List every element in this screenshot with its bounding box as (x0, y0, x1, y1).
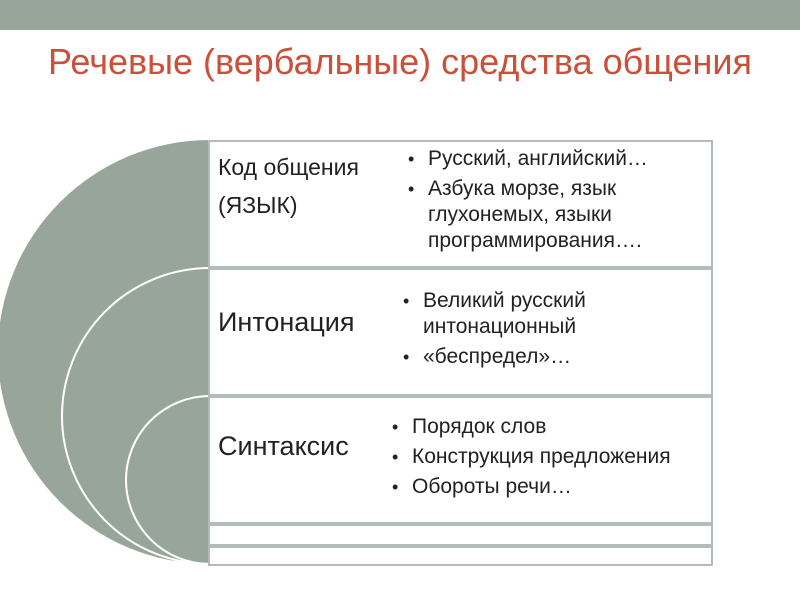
row-label: Синтаксис (218, 431, 349, 461)
row-label: Код общения (ЯЗЫК) (218, 154, 359, 218)
bullet-list (401, 288, 706, 374)
bullet-list (390, 414, 710, 504)
bullet-item: • «беспредел»… (401, 344, 706, 370)
outer-arc (0, 140, 210, 564)
bullet-item: • Обороты речи… (390, 474, 710, 500)
row-intonation (208, 268, 713, 396)
bullet-list (406, 146, 711, 258)
row-syntax (208, 396, 713, 524)
row-language-code (208, 140, 713, 268)
empty-row (208, 524, 713, 546)
bullet-item: • Азбука морзе, язык глухонемых, языки программирования…. (406, 176, 711, 254)
row-label: Интонация (218, 307, 355, 337)
bullet-item: • Русский, английский… (406, 146, 711, 172)
bullet-item: • Конструкция предложения (390, 444, 710, 470)
bullet-item: • Великий русский интонационный (401, 288, 706, 340)
empty-row (208, 546, 713, 566)
bullet-item: • Порядок слов (390, 414, 710, 440)
slide-title: Речевые (вербальные) средства общения (47, 41, 752, 82)
